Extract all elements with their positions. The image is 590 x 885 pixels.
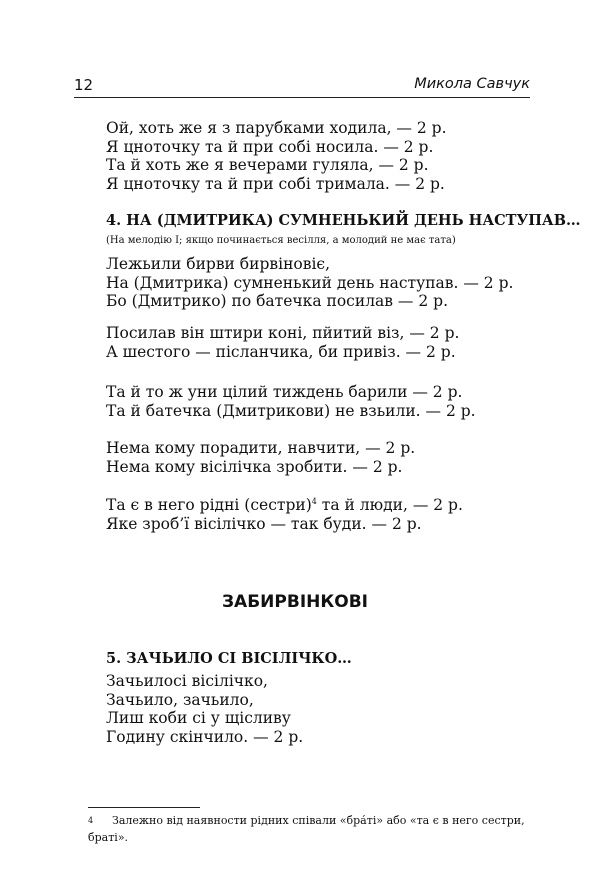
song-5-stanza-1 <box>106 672 303 746</box>
verse-line: Посилав він штири коні, пйитий віз, — 2 р. <box>106 324 460 342</box>
verse-line: Нема кому вісілічка зробити. — 2 р. <box>106 457 403 476</box>
song-note: (На мелодію І; якщо починається весілля, а молодий не має тата) <box>106 235 456 246</box>
verse-line: Ой, хоть же я з парубками ходила, — 2 р. <box>106 119 447 137</box>
running-title: Микола Савчук <box>414 76 530 92</box>
verse-line: Лежьили бирви бирвіновіє, <box>106 255 331 273</box>
song-4-stanza-2 <box>106 324 459 361</box>
verse-line: А шестого — післанчика, би привіз. — 2 р. <box>106 342 456 361</box>
page-header <box>74 74 530 96</box>
verse-line: Я цноточку та й при собі тримала. — 2 р. <box>106 174 445 193</box>
verse-line: Нема кому порадити, навчити, — 2 р. <box>106 439 416 457</box>
song-4-stanza-3 <box>106 383 476 420</box>
verse-line: Та й хоть же я вечерами гуляла, — 2 р. <box>106 156 429 174</box>
song-4-heading <box>106 212 581 248</box>
verse-line: Бо (Дмитрико) по батечка посилав — 2 р. <box>106 292 448 310</box>
footnote-rule <box>88 807 200 808</box>
header-rule <box>74 97 530 98</box>
verse-line: Зачьилосі вісілічко, <box>106 672 268 690</box>
section-heading: ЗАБИРВІНКОВІ <box>221 592 369 612</box>
verse-line: Яке зроб’ї вісілічко — так буди. — 2 р. <box>106 514 422 533</box>
verse-line: Годину скінчило. — 2 р. <box>106 727 304 746</box>
verse-line: Лиш коби сі у щісливу <box>106 709 291 727</box>
verse-line <box>106 496 463 515</box>
verse-text: Та є в него рідні (сестри) <box>106 496 312 514</box>
song-4-stanza-1 <box>106 255 513 311</box>
song-title: 4. НА (ДМИТРИКА) СУМНЕНЬКИЙ ДЕНЬ НАСТУПАВ… <box>106 212 581 229</box>
song-5-heading <box>106 650 352 668</box>
verse-line: Зачьило, зачьило, <box>106 690 254 709</box>
footnote-number: 4 <box>88 816 94 825</box>
song-4-stanza-4 <box>106 439 415 476</box>
footnote-reference: 4 <box>311 496 317 506</box>
footnote-text: Залежно від наявности рідних співали «бра́ті» або «та є в него сестри, браті». <box>88 814 525 844</box>
verse-line: Я цноточку та й при собі носила. — 2 р. <box>106 137 434 156</box>
page-number: 12 <box>74 76 94 94</box>
verse-line: На (Дмитрика) сумненький день наступав. — 2 р. <box>106 273 514 292</box>
footnote <box>88 812 528 846</box>
stanza-intro <box>106 119 447 193</box>
verse-text: та й люди, — 2 р. <box>316 496 463 514</box>
song-title: 5. ЗАЧЬИЛО СІ ВІСІЛІЧКО… <box>106 650 352 667</box>
song-4-stanza-5 <box>106 496 463 533</box>
verse-line: Та й то ж уни цілий тиждень барили — 2 р. <box>106 383 463 401</box>
verse-line: Та й батечка (Дмитрикови) не взьили. — 2 р. <box>106 401 476 420</box>
